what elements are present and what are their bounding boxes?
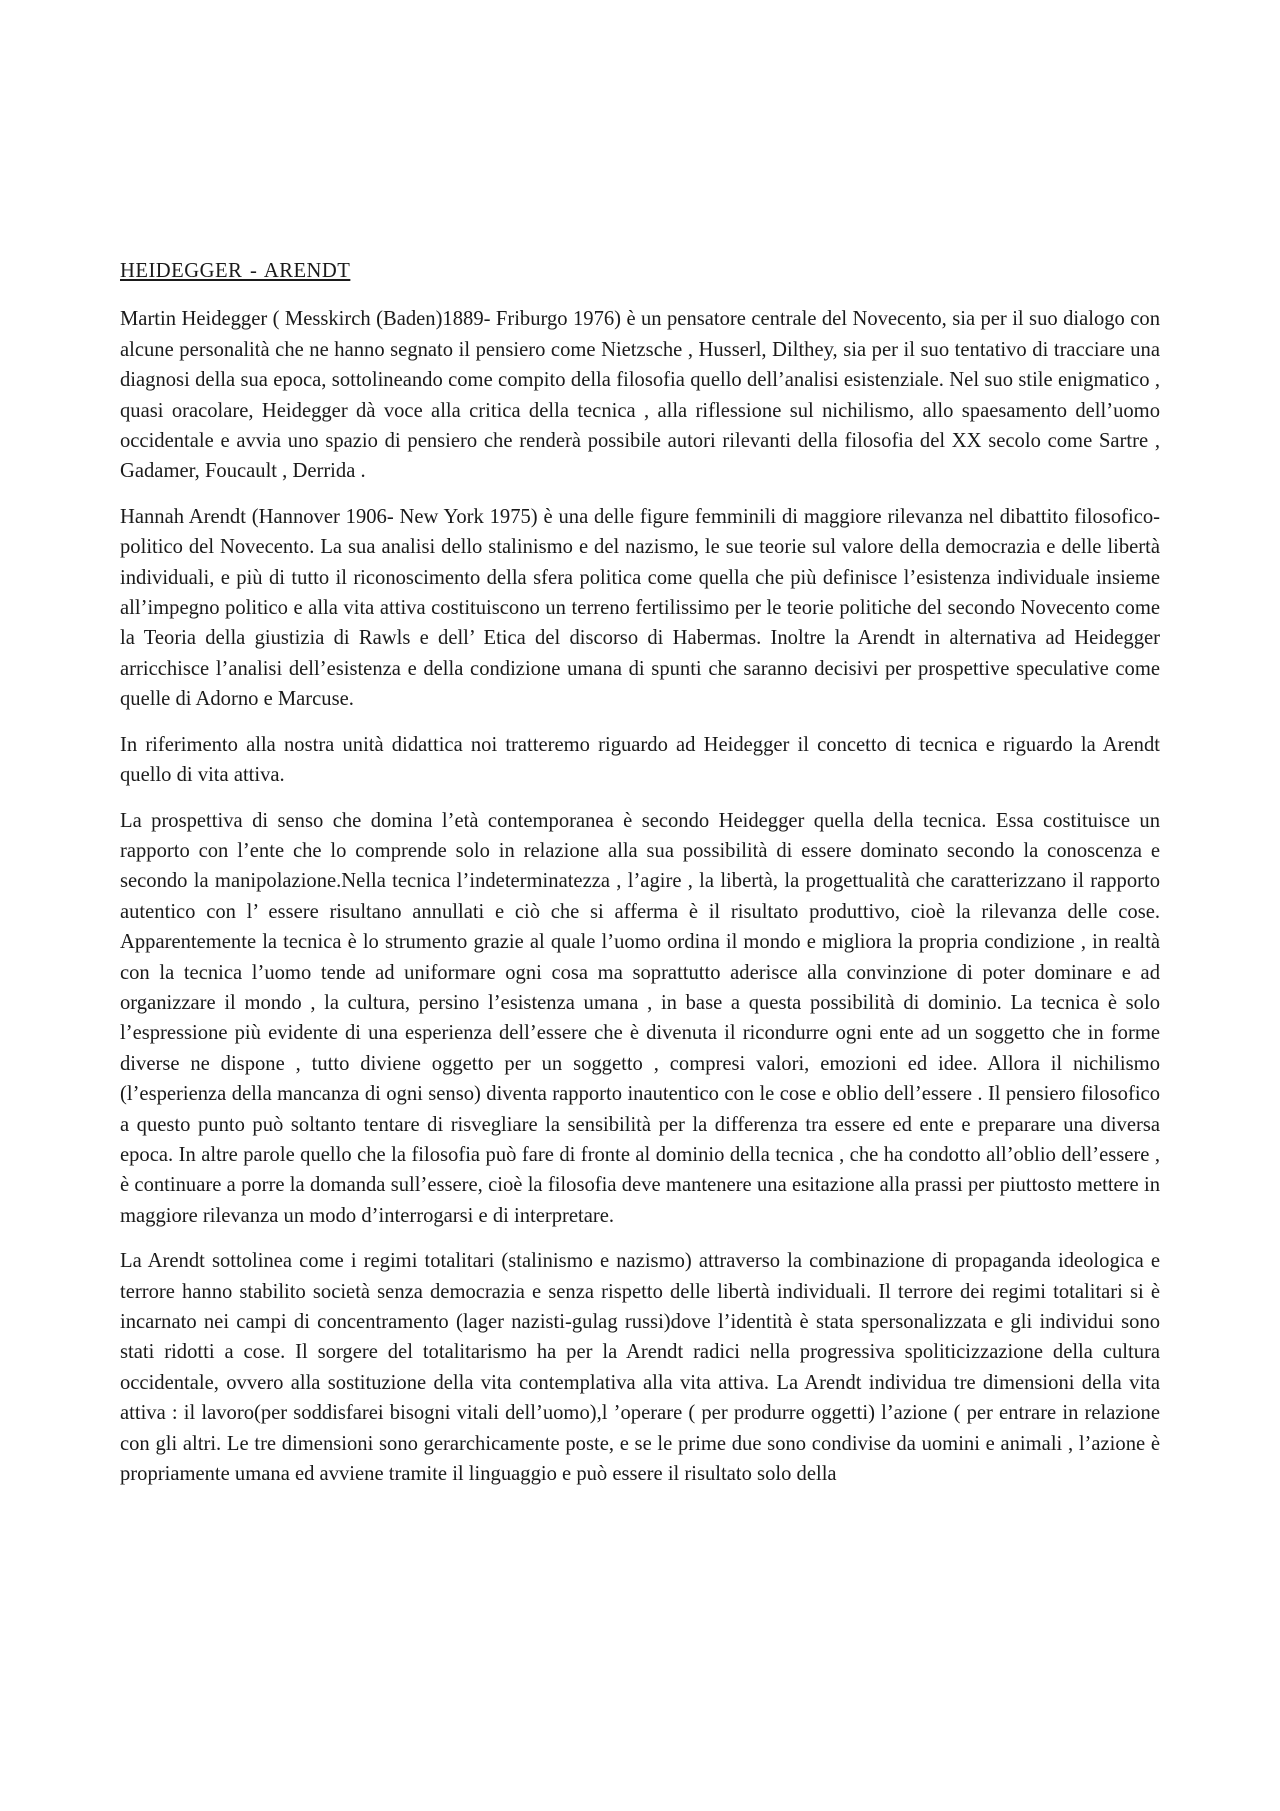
paragraph-totalitarianism: La Arendt sottolinea come i regimi totalitari (stalinismo e nazismo) attraverso la combinazione di propaganda ideologica e terrore hanno stabilito società senza democrazia e senza rispetto delle libertà individuali. Il terrore dei regimi totalitari si è incarnato nei campi di concentramento (lager nazisti-gulag russi)dove l’identità è stata spersonalizzata e gli individui sono stati ridotti a cose. Il sorgere del totalitarismo ha per la Arendt radici nella progressiva spoliticizzazione della cultura occidentale, ovvero alla sostituzione della vita contemplativa alla vita attiva. La Arendt individua tre dimensioni della vita attiva : il lavoro(per soddisfarei bisogni vitali dell’uomo),l ’operare ( per produrre oggetti) l’azione ( per entrare in relazione con gli altri. Le tre dimensioni sono gerarchicamente poste, e se le prime due sono condivise da uomini e animali , l’azione è propriamente umana ed avviene tramite il linguaggio e può essere il risultato solo della [120,1250,1160,1486]
paragraph-heidegger-intro: Martin Heidegger ( Messkirch (Baden)1889- Friburgo 1976) è un pensatore centrale del Novecento, sia per il suo dialogo con alcune personalità che ne hanno segnato il pensiero come Nietzsche , Husserl, Dilthey, sia per il suo tentativo di tracciare una diagnosi della sua epoca, sottolineando come compito della filosofia quello dell’analisi esistenziale. Nel suo stile enigmatico , quasi oracolare, Heidegger dà voce alla critica della tecnica , alla riflessione sul nichilismo, allo spaesamento dell’uomo occidentale e avvia uno spazio di pensiero che renderà possibile autori rilevanti della filosofia del XX secolo come Sartre , Gadamer, Foucault , Derrida . [120,308,1160,483]
paragraph-technique: La prospettiva di senso che domina l’età contemporanea è secondo Heidegger quella della tecnica. Essa costituisce un rapporto con l’ente che lo comprende solo in relazione alla sua possibilità di essere dominato secondo la conoscenza e secondo la manipolazione.Nella tecnica l’indeterminatezza , l’agire , la libertà, la progettualità che caratterizzano il rapporto autentico con l’ essere risultano annullati e ciò che si afferma è il risultato produttivo, cioè la rilevanza delle cose. Apparentemente la tecnica è lo strumento grazie al quale l’uomo ordina il mondo e migliora la propria condizione , in realtà con la tecnica l’uomo tende ad uniformare ogni cosa ma soprattutto aderisce alla convinzione di poter dominare e ad organizzare il mondo , la cultura, persino l’esistenza umana , in base a questa possibilità di dominio. La tecnica è solo l’espressione più evidente di una esperienza dell’essere che è divenuta il ricondurre ogni ente ad un soggetto che in forme diverse ne dispone , tutto diviene oggetto per un soggetto , compresi valori, emozioni ed idee. Allora il nichilismo (l’esperienza della mancanza di ogni senso) diventa rapporto inautentico con le cose e oblio dell’essere . Il pensiero filosofico a questo punto può soltanto tentare di risvegliare la sensibilità per la differenza tra essere ed ente e preparare una diversa epoca. In altre parole quello che la filosofia può fare di fronte al dominio della tecnica , che ha condotto all’oblio dell’essere , è continuare a porre la domanda sull’essere, cioè la filosofia deve mantenere una esitazione alla prassi per piuttosto mettere in maggiore rilevanza un modo d’interrogarsi e di interpretare. [120,809,1160,1227]
document-title: HEIDEGGER - ARENDT [120,260,351,282]
paragraph-didactic-unit: In riferimento alla nostra unità didattica noi tratteremo riguardo ad Heidegger il concetto di tecnica e riguardo la Arendt quello di vita attiva. [120,733,1160,787]
paragraph-arendt-intro: Hannah Arendt (Hannover 1906- New York 1975) è una delle figure femminili di maggiore rilevanza nel dibattito filosofico-politico del Novecento. La sua analisi dello stalinismo e del nazismo, le sue teorie sul valore della democrazia e delle libertà individuali, e più di tutto il riconoscimento della sfera politica come quella che più definisce l’esistenza individuale insieme all’impegno politico e alla vita attiva costituiscono un terreno fertilissimo per le teorie politiche del secondo Novecento come la Teoria della giustizia di Rawls e dell’ Etica del discorso di Habermas. Inoltre la Arendt in alternativa ad Heidegger arricchisce l’analisi dell’esistenza e della condizione umana di spunti che saranno decisivi per prospettive speculative come quelle di Adorno e Marcuse. [120,505,1160,711]
document-body [120,256,1160,1504]
